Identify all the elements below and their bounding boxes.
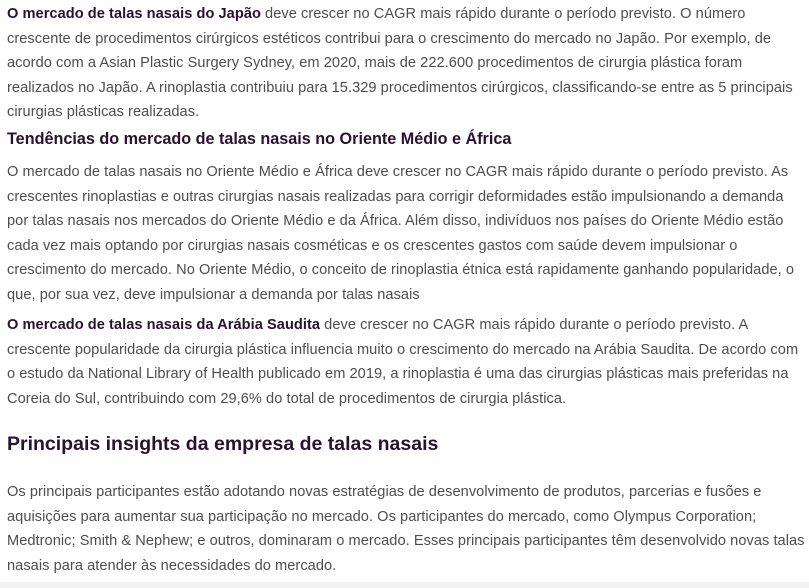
- japan-paragraph: [7, 2, 805, 125]
- japan-lead: O mercado de talas nasais do Japão: [7, 6, 261, 22]
- saudi-lead: O mercado de talas nasais da Arábia Saudita: [7, 317, 321, 333]
- saudi-paragraph: [7, 313, 805, 411]
- saudi-text: deve crescer no CAGR mais rápido durante o período previsto. A crescente popularidade da cirurgia plástica influencia muito o crescimento do mercado na Arábia Saudita. De acordo com o estudo da National Library of Health publicado em 2019, a rinoplastia é uma das cirurgias plásticas mais preferidas na Coreia do Sul, contribuindo com 29,6% do total de procedimentos de cirurgia plástica.: [7, 317, 799, 407]
- bottom-divider: [0, 582, 809, 588]
- japan-text: deve crescer no CAGR mais rápido durante o período previsto. O número crescente de procedimentos cirúrgicos estéticos contribui para o crescimento do mercado no Japão. Por exemplo, de acordo com a Asian Plastic Surgery Sydney, em 2020, mais de 222.600 procedimentos de cirurgia plástica foram realizados no Japão. A rinoplastia contribuiu para 15.329 procedimentos cirúrgicos, classificando-se entre as 5 principais cirurgias plásticas realizadas.: [7, 6, 793, 120]
- insights-heading: Principais insights da empresa de talas nasais: [7, 433, 439, 455]
- insights-paragraph: Os principais participantes estão adotando novas estratégias de desenvolvimento de produtos, parcerias e fusões e aquisições para aumentar sua participação no mercado. Os participantes do mercado, como Olympus Corporation; Medtronic; Smith & Nephew; e outros, dominaram o mercado. Esses principais participantes têm desenvolvido novas talas nasais para atender às necessidades do mercado.: [7, 484, 805, 574]
- mea-heading: Tendências do mercado de talas nasais no Oriente Médio e África: [7, 130, 512, 148]
- mea-paragraph: O mercado de talas nasais no Oriente Médio e África deve crescer no CAGR mais rápido durante o período previsto. As crescentes rinoplastias e outras cirurgias nasais realizadas para corrigir deformidades estão impulsionando a demanda por talas nasais nos mercados do Oriente Médio e da África. Além disso, indivíduos nos países do Oriente Médio estão cada vez mais optando por cirurgias nasais cosméticas e os crescentes gastos com saúde devem impulsionar o crescimento do mercado. No Oriente Médio, o conceito de rinoplastia étnica está rapidamente ganhando popularidade, o que, por sua vez, deve impulsionar a demanda por talas nasais: [7, 164, 795, 303]
